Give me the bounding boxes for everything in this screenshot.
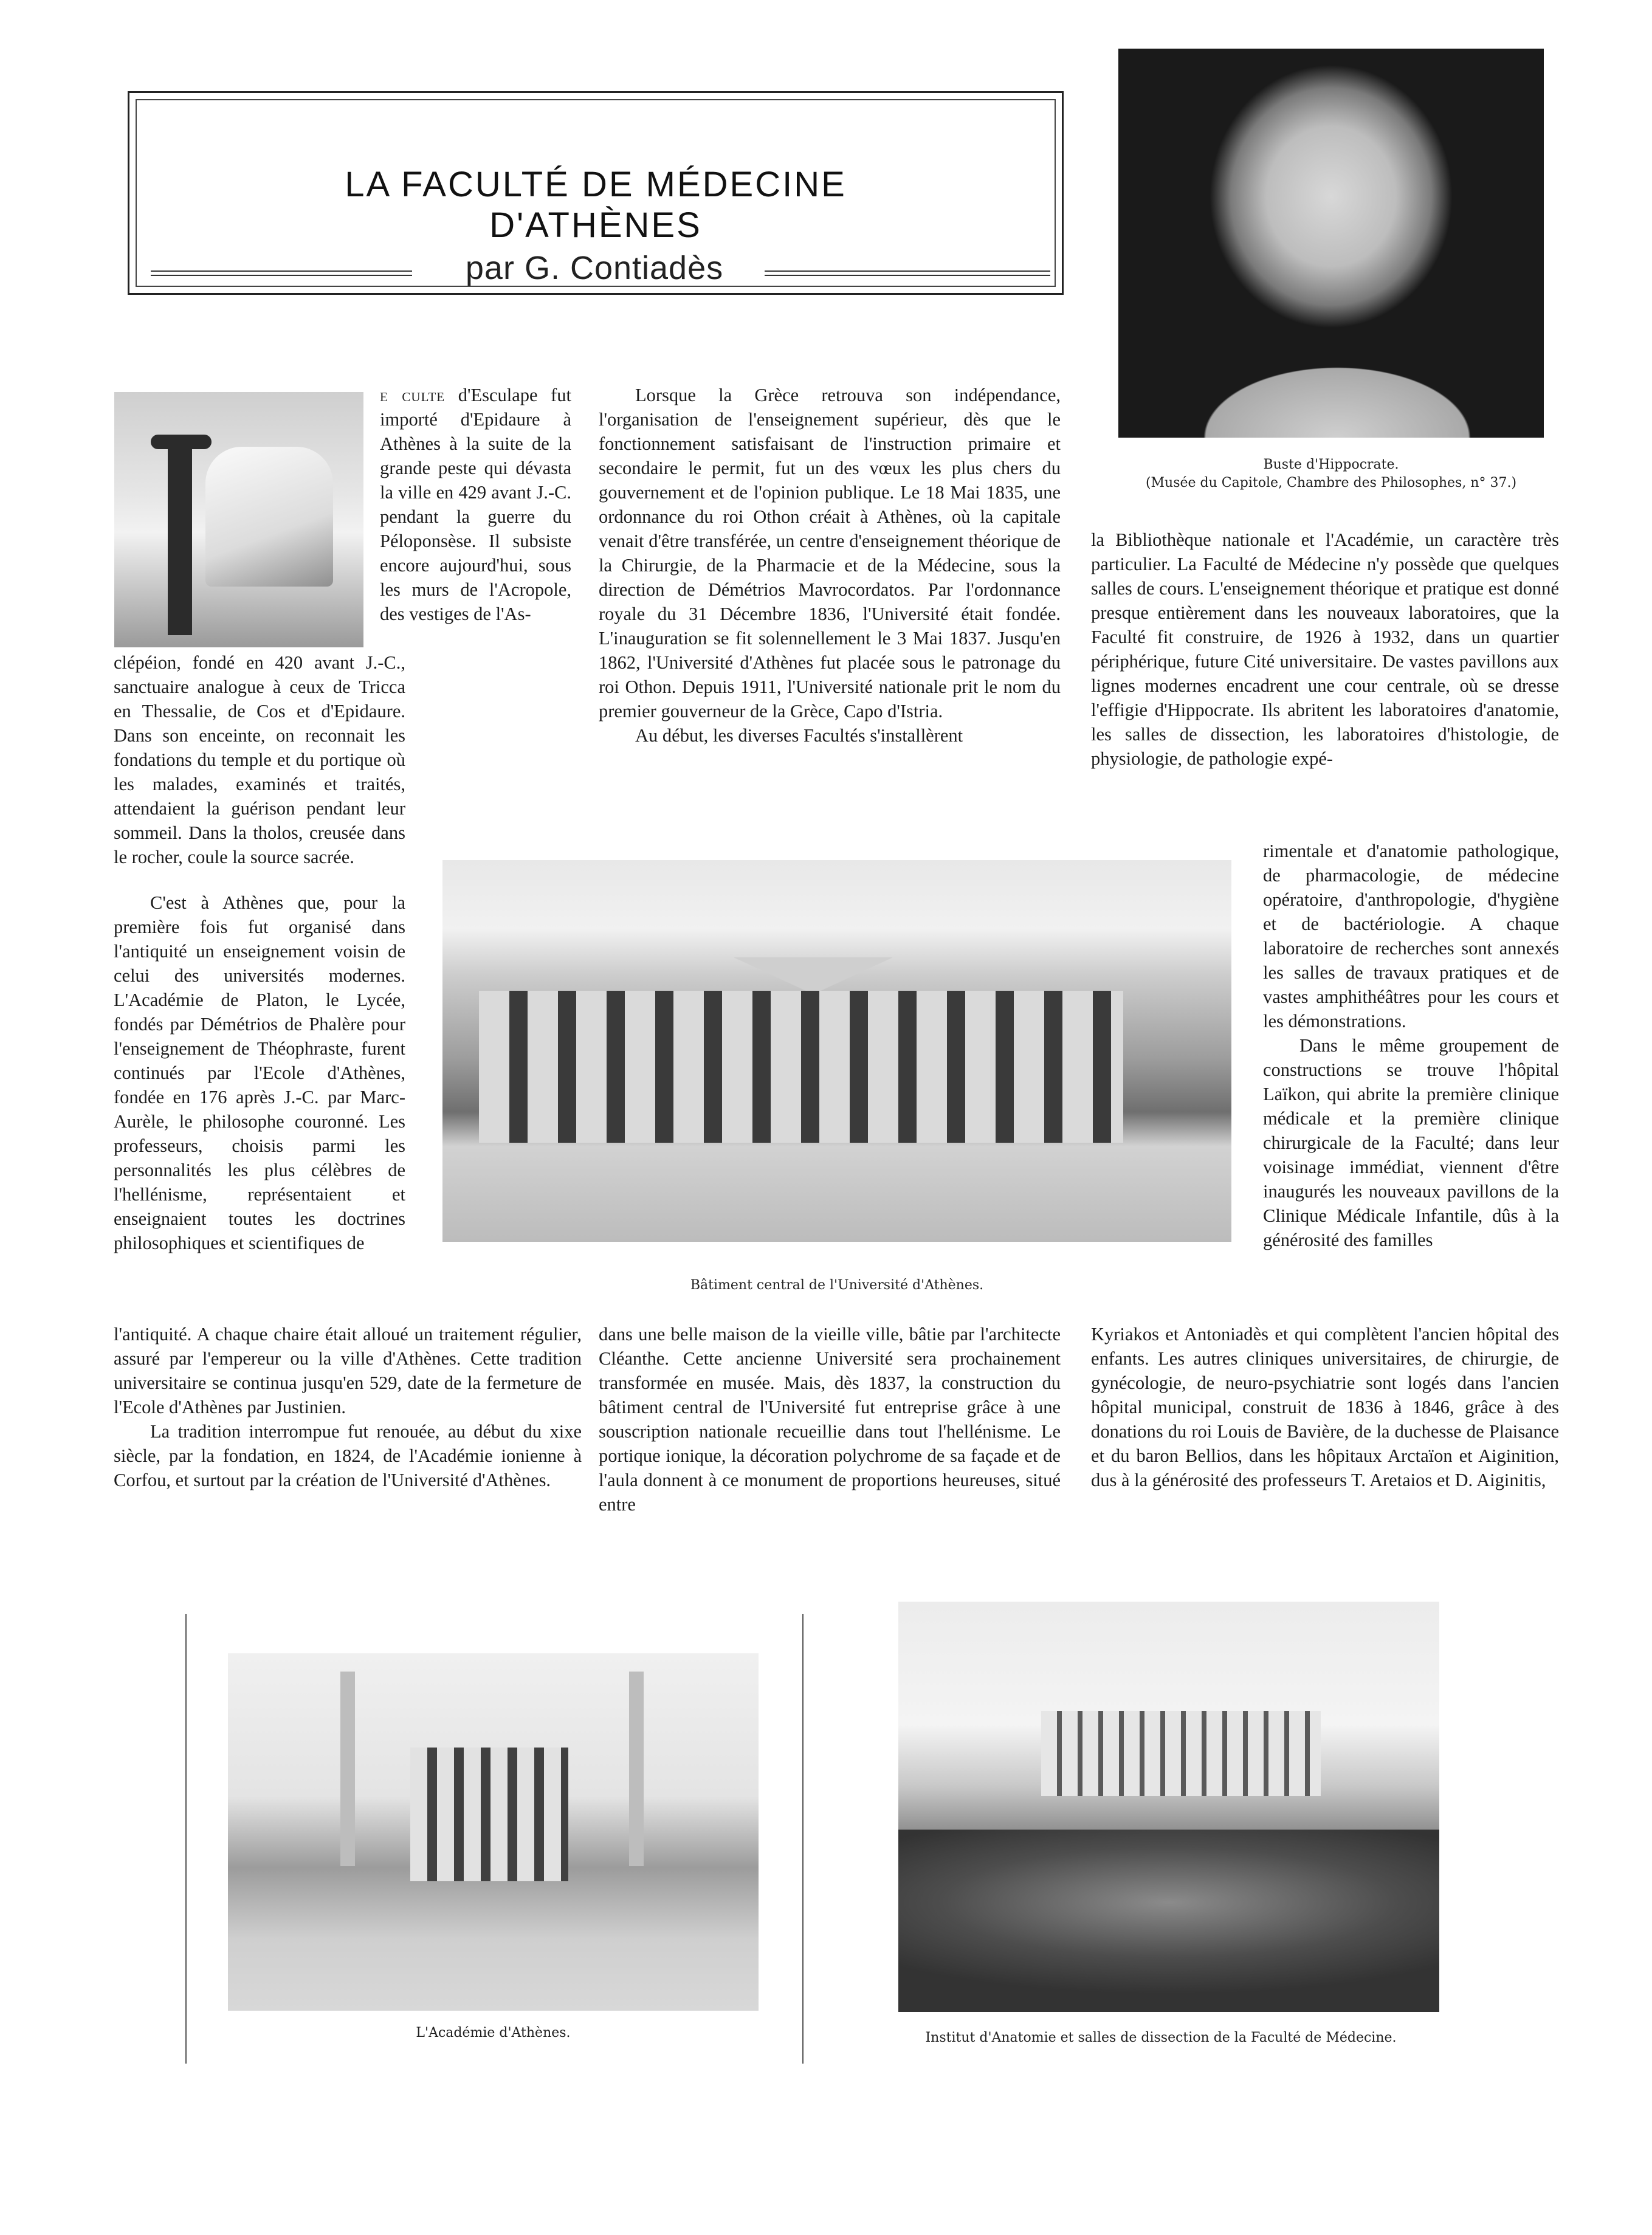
column2-top-p2: Au début, les diverses Facultés s'installèrent (635, 725, 963, 746)
column3-narrow-p1: rimentale et d'anatomie pathologique, de pharmacologie, de médecine opératoire, d'anthropologie, d'hygiène et de bactériologie. A chaque laboratoire de recherches sont annexés les salles de travaux pratiques et de vastes amphithéâtres pour les cours et les démonstrations. (1263, 841, 1559, 1031)
bust-shoulders (1155, 322, 1519, 438)
academy-column-left (340, 1672, 355, 1866)
byline-rule-left (151, 270, 412, 276)
academy-column-right (629, 1672, 644, 1866)
column1-bottom-p2: La tradition interrompue fut renouée, au début du xixe siècle, par la fondation, en 1824, de l'Académie ionienne à Corfou, et surtout par la création de l'Université d'Athènes. (114, 1421, 582, 1490)
column3-narrow-p2: Dans le même groupement de constructions se trouve l'hôpital Laïkon, qui abrite la première clinique médicale et la première clinique chirurgicale de la Faculté; dans leur voisinage immédiat, viennent d'être inaugurés les nouveaux pavillons de la Clinique Médicale Infantile, dûs à la générosité des familles (1263, 1035, 1559, 1250)
byline-rule-right (765, 270, 1050, 276)
anatomy-institute-photo (898, 1602, 1439, 2012)
column3-top (1091, 528, 1559, 771)
lead-in: e culte (380, 385, 446, 405)
article-title: LA FACULTÉ DE MÉDECINE D'ATHÈNES (345, 165, 847, 245)
anatomy-garden (898, 1830, 1439, 2012)
anatomy-building (1041, 1711, 1321, 1796)
hippocrates-bust-photo (1118, 49, 1544, 438)
dropcap-l (168, 435, 192, 635)
academy-temple (410, 1748, 568, 1881)
caption-academy: L'Académie d'Athènes. (416, 2025, 571, 2040)
column1-paragraph-athens (114, 890, 405, 1255)
caption-bust-line1: Buste d'Hippocrate. (1263, 457, 1399, 472)
column3-bottom (1091, 1322, 1559, 1492)
column1-intro (380, 383, 571, 626)
divider-left (185, 1614, 187, 2064)
column3-top-text: la Bibliothèque nationale et l'Académie, un caractère très particulier. La Faculté de Médecine n'y possède que quelques salles de cours. L'enseignement théorique et pratique est donné presque entièrement dans les nouveaux laboratoires, que la Faculté fit construire, de 1926 à 1932, dans un quartier périphérique, future Cité universitaire. De vastes pavillons aux lignes modernes encadrent une cour centrale, où se dresse l'effigie d'Hippocrate. Ils abritent les laboratoires d'anatomie, les salles de dissection, les laboratoires d'histologie, de physiologie, de pathologie expé- (1091, 529, 1559, 769)
university-athens-building-photo (442, 860, 1231, 1242)
byline: par G. Contiadès (465, 250, 724, 286)
column1-asclepieion-text: clépéion, fondé en 420 avant J.-C., sanctuaire analogue à ceux de Tricca en Thessalie, de Cos et d'Epidaure. Dans son enceinte, on reconnait les fondations du temple et du portique où les malades, examinés et traités, attendaient la guérison pendant leur sommeil. Dans la tholos, creusée dans le rocher, coule la source sacrée. (114, 652, 405, 867)
greek-island-church-photo (114, 392, 363, 647)
column3-bottom-text: Kyriakos et Antoniadès et qui complètent l'ancien hôpital des enfants. Les autres cliniques universitaires, de chirurgie, de gynécologie, de neuro-psychiatrie sont logés dans l'ancien hôpital municipal, construit de 1836 à 1846, grâce à des donations du roi Louis de Bavière, de la duchesse de Plaisance et du baron Bellios, dans les hôpitaux Arctaïon et Aiginition, dus à la générosité des professeurs T. Aretaios et D. Aiginitis, (1091, 1324, 1559, 1490)
column2-top (599, 383, 1061, 748)
divider-middle (802, 1614, 804, 2064)
caption-university: Bâtiment central de l'Université d'Athènes. (690, 1278, 984, 1293)
university-pediment (734, 957, 892, 994)
column2-bottom-text: dans une belle maison de la vieille ville, bâtie par l'architecte Cléanthe. Cette ancienne Université sera prochainement transformée en musée. Mais, dès 1837, la construction du bâtiment central de l'Université fut entreprise grâce à une souscription nationale recueillie dans tout l'hellénisme. Le portique ionique, la décoration polychrome de sa façade et de l'aula donnent à ce monument de proportions heureuses, situé entre (599, 1324, 1061, 1515)
academy-athens-photo (228, 1653, 759, 2011)
column1-athens-text: C'est à Athènes que, pour la première fois fut organisé dans l'antiquité un enseignement voisin de celui des universités modernes. L'Académie de Platon, le Lycée, fondés par Démétrios de Phalère pour l'enseignement de Théophraste, furent continués par l'Ecole d'Athènes, fondée en 176 après J.-C. par Marc-Aurèle, le philosophe couronné. Les professeurs, choisis parmi les personnalités les plus célèbres de l'hellénisme, représentaient et enseignaient toutes les doctrines philosophiques et scientifiques de (114, 892, 405, 1253)
column2-bottom (599, 1322, 1061, 1517)
byline-row (151, 249, 1050, 292)
column1-bottom-p1: l'antiquité. A chaque chaire était alloué un traitement régulier, assuré par l'empereur ou la ville d'Athènes. Cette tradition universitaire se continua jusqu'en 529, date de la fermeture de l'Ecole d'Athènes par Justinien. (114, 1324, 582, 1417)
column1-paragraph-asclepieion (114, 650, 405, 869)
caption-bust (1094, 456, 1568, 492)
caption-anatomy: Institut d'Anatomie et salles de dissection de la Faculté de Médecine. (925, 2030, 1397, 2045)
column1-intro-text: d'Esculape fut importé d'Epidaure à Athènes à la suite de la grande peste qui dévasta la ville en 429 avant J.-C. pendant la guerre du Péloponsèse. Il subsiste encore aujourd'hui, sous les murs de l'Acropole, des vestiges de l'As- (380, 385, 572, 624)
caption-bust-line2: (Musée du Capitole, Chambre des Philosophes, n° 37.) (1145, 475, 1517, 491)
column3-narrow (1263, 839, 1559, 1252)
column2-top-p1: Lorsque la Grèce retrouva son indépendance, l'organisation de l'enseignement supérieur, dès que le fonctionnement satisfaisant de l'instruction primaire et secondaire le permit, fut un des vœux les plus chers du gouvernement et de l'opinion publique. Le 18 Mai 1835, une ordonnance du roi Othon créait à Athènes, où la capitale venait d'être transférée, un centre d'enseignement théorique de la Chirurgie, de la Pharmacie et de la Médecine, sous la direction de Démétrios Mavrocordatos. Par l'ordonnance royale du 31 Décembre 1836, l'Université était fondée. L'inauguration se fit solennellement le 3 Mai 1837. Jusqu'en 1862, l'Université d'Athènes fut placée sous le patronage du roi Othon. Depuis 1911, l'Université nationale prit le nom du premier gouverneur de la Grèce, Capo d'Istria. (599, 385, 1061, 721)
university-facade (479, 991, 1123, 1143)
column1-bottom (114, 1322, 582, 1492)
church-shape (205, 447, 333, 587)
